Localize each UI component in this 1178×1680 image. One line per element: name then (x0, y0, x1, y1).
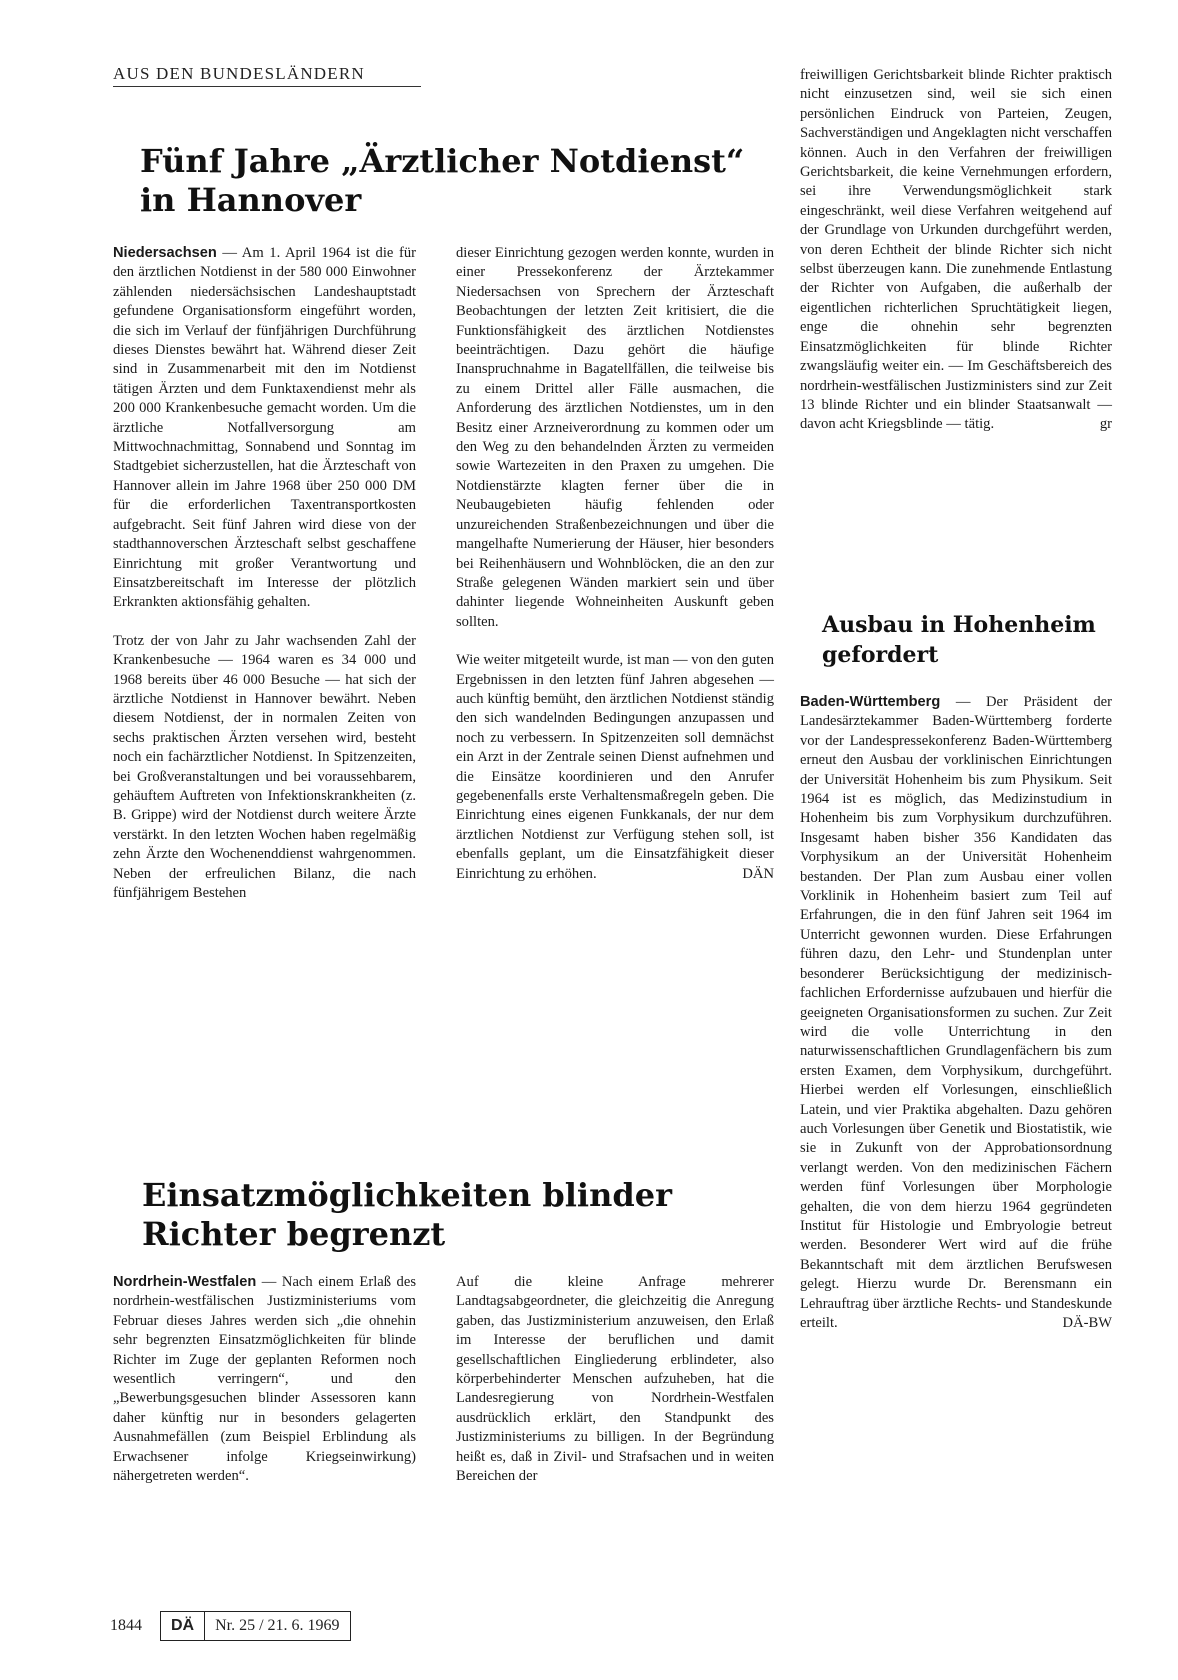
headline-hohenheim: Ausbau in Hohenheim gefordert (822, 612, 1096, 668)
body-text: freiwilligen Gerichtsbarkeit blinde Richter praktisch nicht einzusetzen sind, weil sie sich einen persönlichen Eindruck von Parteien, Zeugen, Sachverständigen und Angeklagten nicht verschaffen können. Auch in den Verfahren der freiwilligen Gerichtsbarkeit, die keine Vernehmungen erfordern, sei ihre Verwendungsmöglichkeit stark eingeschränkt, weil diese Verfahren weitgehend auf der Grundlage von Urkunden durchgeführt werden, von deren Echtheit der blinde Richter sich nicht selbst überzeugen kann. Die zunehmende Entlastung der Richter von Aufgaben, die außerhalb der eigentlichen richterlichen Spruchtätigkeit liegen, enge die ohnehin sehr begrenzten Einsatzmöglichkeiten für blinde Richter zwangsläufig weiter ein. — Im Geschäftsbereich des nordrhein-westfälischen Justizministers sind zur Zeit 13 blinde Richter und ein blinder Staatsanwalt — davon acht Kriegsblinde — tätig. (800, 67, 1112, 433)
page-footer (110, 1611, 351, 1641)
article-richter-col2 (456, 1273, 774, 1486)
paragraph (456, 651, 774, 884)
article-notdienst-col2 (456, 244, 774, 884)
body-text: Wie weiter mitgeteilt wurde, ist man — von den guten Ergebnissen in den letzten fünf Jahren abgesehen — auch künftig bemüht, den ärztlichen Notdienst ständig den sich wandelnden Bedingungen anzupassen und noch zu verbessern. In Spitzenzeiten soll demnächst ein Arzt in der Zentrale seinen Dienst aufnehmen und die Einsätze koordinieren und den Anrufer gegebenenfalls erste Verhaltensmaßregeln geben. Die Einrichtung eines eigenen Funkkanals, der nur dem ärztlichen Notdienst zur Verfügung stehen soll, ist ebenfalls geplant, um die Einsatzfähigkeit dieser Einrichtung zu erhöhen. (456, 652, 774, 882)
body-text: — Nach einem Erlaß des nordrhein-westfälischen Justizministeriums vom Februar dieses Jahres werden sich „die ohnehin sehr begrenzten Einsatzmöglichkeiten für blinde Richter im Zuge der geplanten Reformen noch wesentlich verringern“, und den „Bewerbungsgesuchen blinder Assessoren kann daher künftig nur in besonders gelagerten Ausnahmefällen (zum Beispiel Erblindung als Erwachsener infolge Kriegseinwirkung) nähergetreten werden“. (113, 1274, 416, 1485)
paragraph: dieser Einrichtung gezogen werden konnte, wurden in einer Pressekonferenz der Ärztekammer Niedersachsen von Sprechern der Ärzteschaft Beobachtungen der letzten Zeit kritisiert, die die Funktionsfähigkeit des ärztlichen Notdienstes beeinträchtigen. Dazu gehört die häufige Inanspruchnahme in Bagatellfällen, die teilweise bis zu einem Drittel aller Fälle ausmachen, die Anforderung des ärztlichen Notdienstes, um in den Besitz einer Arzneiverordnung zu kommen oder um den Weg zu den behandelnden Ärzten zu vermeiden sowie Wartezeiten in den Praxen zu umgehen. Die Notdienstärzte klagten ferner über die in Neubaugebieten häufig fehlenden oder unzureichenden Straßenbezeichnungen und über die mangelhafte Numerierung der Häuser, hier besonders bei Reihenhäusern und Wohnblöcken, die an den zur Straße gelegenen Wänden markiert sein und über dahinter liegende Wohneinheiten Auskunft geben sollten. (456, 245, 774, 630)
article-notdienst-col1 (113, 244, 416, 903)
body-text: — Am 1. April 1964 ist die für den ärztlichen Notdienst in der 580 000 Einwohner zählenden niedersächsischen Landeshauptstadt gefundene Organisationsform eingeführt worden, die sich im Verlauf der fünfjährigen Durchführung dieses Dienstes bewährt hat. Während dieser Zeit sind in Zusammenarbeit mit den im Notdienst tätigen Ärzten und dem Funktaxendienst mehr als 200 000 Krankenbesuche gemacht worden. Um die ärztliche Notfallversorgung am Mittwochnachmittag, Sonnabend und Sonntag im Stadtgebiet sicherzustellen, hat die Ärzteschaft von Hannover allein im Jahre 1968 über 250 000 DM für die erforderlichen Taxentransportkosten aufgebracht. Seit fünf Jahren wird diese von der stadthannoverschen Ärzteschaft selbst geschaffene Einrichtung mit großer Verantwortung und Einsatzbereitschaft im Interesse der plötzlich Erkrankten aktionsfähig gehalten. (113, 245, 416, 611)
paragraph (800, 693, 1112, 1333)
issue-info: Nr. 25 / 21. 6. 1969 (215, 1617, 340, 1634)
signature: DÄN (742, 865, 774, 882)
paragraph: Auf die kleine Anfrage mehrerer Landtagsabgeordneter, die gleichzeitig die Anregung gaben, das Justizministerium anzuweisen, den Erlaß im Interesse der beruflichen und damit gesellschaftlichen Eingliederung erblindeter, also körperbehinderter Menschen aufzuheben, hat die Landesregierung von Nordrhein-Westfalen ausdrücklich erklärt, den Standpunkt des Justizministeriums zu billigen. In der Begründung heißt es, daß in Zivil- und Strafsachen und in weiten Bereichen der (456, 1274, 774, 1485)
page-number: 1844 (110, 1617, 142, 1634)
region-lead: Baden-Württemberg (800, 694, 941, 710)
paragraph (800, 66, 1112, 435)
paragraph (113, 1273, 416, 1486)
signature: gr (1099, 416, 1112, 433)
paragraph: Trotz der von Jahr zu Jahr wachsenden Zahl der Krankenbesuche — 1964 waren es 34 000 und 1968 bereits über 46 000 Besuche — hat sich der ärztliche Notdienst in Hannover bewährt. Neben diesem Notdienst, der in normalen Zeiten von sechs praktischen Ärzten versehen wird, besteht noch ein fachärztlicher Notdienst. In Spitzenzeiten, bei Großveranstaltungen und bei voraussehbarem, gehäuftem Auftreten von Infektionskrankheiten (z. B. Grippe) wird der Notdienst durch weitere Ärzte verstärkt. In den letzten Wochen haben regelmäßig zehn Ärzte den Wochenenddienst wahrgenommen. Neben der erfreulichen Bilanz, die nach fünfjährigem Bestehen (113, 632, 416, 901)
issue-box (160, 1611, 351, 1641)
magazine-name: DÄ (161, 1612, 205, 1640)
region-lead: Nordrhein-Westfalen (113, 1274, 257, 1290)
article-hohenheim-col (800, 693, 1112, 1333)
section-label: AUS DEN BUNDESLÄNDERN (113, 64, 421, 87)
paragraph (113, 244, 416, 613)
article-richter-col3 (800, 66, 1112, 435)
signature: DÄ-BW (1062, 1315, 1112, 1331)
region-lead: Niedersachsen (113, 245, 217, 261)
body-text: — Der Präsident der Landesärztekammer Baden-Württemberg forderte vor der Landespressekonferenz Baden-Württemberg erneut den Ausbau der vorklinischen Einrichtungen der Universität Hohenheim bis zum Physikum. Seit 1964 ist es möglich, das Medizinstudium in Hohenheim bis zum Vorphysikum durchzuführen. Insgesamt haben bisher 356 Kandidaten das Vorphysikum an der Universität Hohenheim bestanden. Der Plan zum Ausbau einer vollen Vorklinik in Hohenheim basiert zum Teil auf Erfahrungen, die in den fünf Jahren seit 1964 im Unterricht gewonnen wurden. Diese Erfahrungen führen dazu, den Lehr- und Stundenplan unter besonderer Berücksichtigung der medizinisch-fachlichen Erfordernisse aufzubauen und hierfür die geeigneten Organisationsformen zu suchen. Zur Zeit wird die volle Unterrichtung in den naturwissenschaftlichen Grundlagenfächern bis zum ersten Examen, dem Vorphysikum, durchgeführt. Hierbei werden elf Vorlesungen, einschließlich Latein, und vier Praktika abgehalten. Dazu gehören auch Vorlesungen über Genetik und Biostatistik, wie sie in Zukunft von der Approbationsordnung verlangt werden. Von den medizinischen Fächern werden fünf Vorlesungen über Morphologie gehalten, die von dem hierzu 1964 gegründeten Institut für Histologie und Embryologie betreut werden. Besonderer Wert wird auf die frühe Bekanntschaft mit dem ärztlichen Berufswesen gelegt. Hierzu wurde Dr. Berensmann ein Lehrauftrag über ärztliche Rechts- und Standeskunde erteilt. (800, 694, 1112, 1331)
article-richter-col1 (113, 1273, 416, 1486)
headline-richter: Einsatzmöglichkeiten blinder Richter begrenzt (142, 1176, 672, 1254)
headline-notdienst: Fünf Jahre „Ärztlicher Notdienst“ in Hannover (140, 142, 745, 220)
